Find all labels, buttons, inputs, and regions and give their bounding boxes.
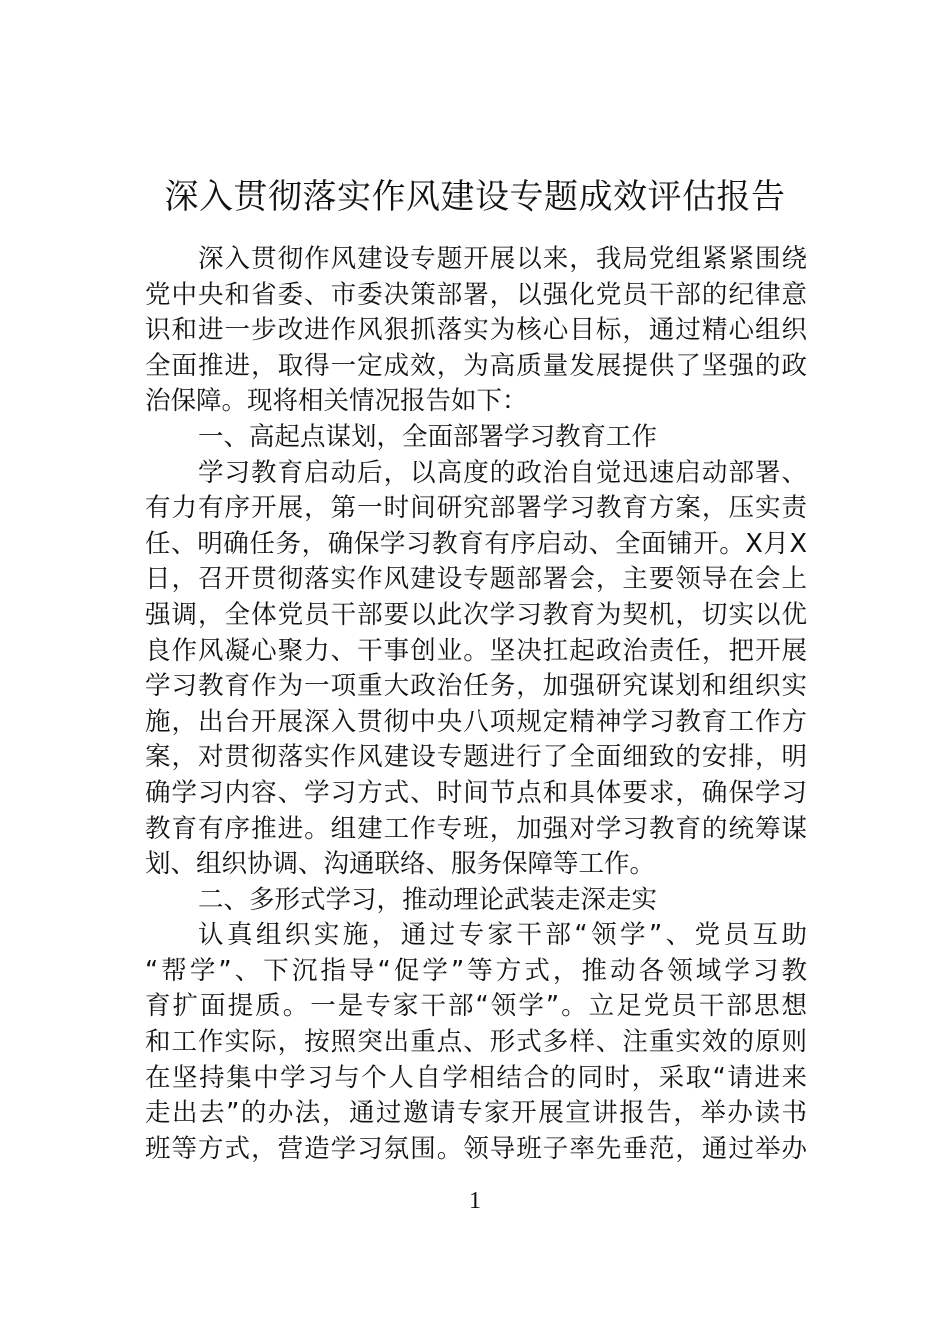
text-line: 施，出台开展深入贯彻中央八项规定精神学习教育工作方 bbox=[145, 706, 807, 737]
text-line: 教育有序推进。组建工作专班，加强对学习教育的统筹谋 bbox=[145, 813, 807, 844]
section-heading: 一、高起点谋划，全面部署学习教育工作 bbox=[198, 421, 658, 452]
text-line: 有力有序开展，第一时间研究部署学习教育方案，压实责 bbox=[145, 493, 807, 524]
text-line: 在坚持集中学习与个人自学相结合的同时，采取“请进来 bbox=[145, 1062, 807, 1093]
text-line: 全面推进，取得一定成效，为高质量发展提供了坚强的政 bbox=[145, 350, 807, 381]
page-number: 1 bbox=[469, 1188, 481, 1214]
text-line: 日，召开贯彻落实作风建设专题部署会，主要领导在会上 bbox=[145, 564, 807, 595]
section-heading: 二、多形式学习，推动理论武装走深走实 bbox=[198, 884, 658, 915]
text-line: 育扩面提质。一是专家干部“领学”。立足党员干部思想 bbox=[145, 991, 807, 1022]
text-line: 强调，全体党员干部要以此次学习教育为契机，切实以优 bbox=[145, 599, 807, 630]
text-line: 案，对贯彻落实作风建设专题进行了全面细致的安排，明 bbox=[145, 742, 807, 773]
text-line: 识和进一步改进作风狠抓落实为核心目标，通过精心组织 bbox=[145, 315, 807, 346]
text-line: 治保障。现将相关情况报告如下： bbox=[145, 386, 528, 417]
text-line: 深入贯彻作风建设专题开展以来，我局党组紧紧围绕 bbox=[198, 244, 807, 274]
text-line: 学习教育作为一项重大政治任务，加强研究谋划和组织实 bbox=[145, 671, 807, 702]
text-line: 认真组织实施，通过专家干部“领学”、党员互助 bbox=[198, 920, 807, 951]
document-title: 深入贯彻落实作风建设专题成效评估报告 bbox=[164, 177, 786, 217]
text-line: 走出去”的办法，通过邀请专家开展宣讲报告，举办读书 bbox=[145, 1098, 807, 1129]
text-line: 和工作实际，按照突出重点、形式多样、注重实效的原则 bbox=[145, 1027, 807, 1058]
text-line: “帮学”、下沉指导“促学”等方式，推动各领域学习教 bbox=[145, 955, 807, 986]
text-line: 党中央和省委、市委决策部署，以强化党员干部的纪律意 bbox=[145, 279, 807, 310]
document-body bbox=[145, 242, 807, 1167]
text-line: 学习教育启动后，以高度的政治自觉迅速启动部署、 bbox=[198, 457, 807, 488]
text-line: 任、明确任务，确保学习教育有序启动、全面铺开。X月X bbox=[145, 528, 807, 559]
text-line: 班等方式，营造学习氛围。领导班子率先垂范，通过举办 bbox=[145, 1133, 807, 1164]
text-line: 确学习内容、学习方式、时间节点和具体要求，确保学习 bbox=[145, 777, 807, 808]
text-line: 划、组织协调、沟通联络、服务保障等工作。 bbox=[145, 849, 656, 880]
text-line: 良作风凝心聚力、干事创业。坚决扛起政治责任，把开展 bbox=[145, 635, 807, 666]
